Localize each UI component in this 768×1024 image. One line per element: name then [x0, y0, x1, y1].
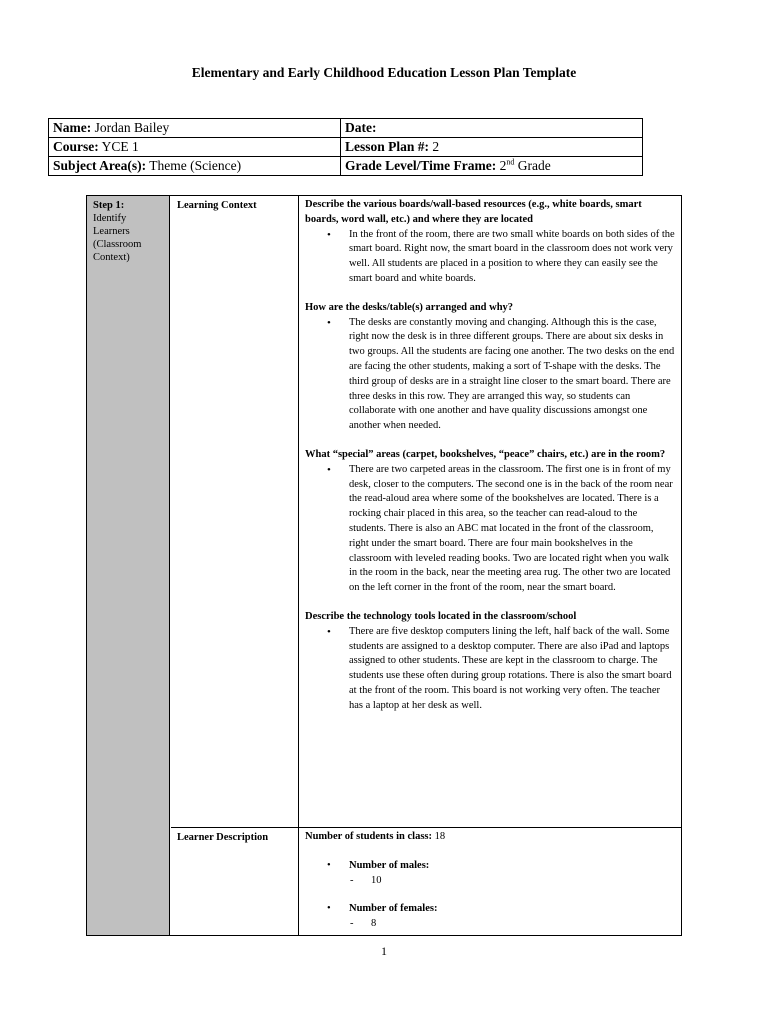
females-label: • Number of females: [305, 902, 675, 917]
name-label: Name: [53, 120, 92, 135]
info-row-name [49, 119, 643, 138]
students-value: 18 [434, 831, 446, 842]
grade-label: Grade Level/Time Frame: [345, 158, 497, 173]
grade-value-num: 2 [499, 158, 507, 173]
females-value: - 8 [305, 917, 675, 932]
answer-list-special-areas [305, 463, 675, 596]
lesson-plan-table [86, 195, 682, 936]
students-count [305, 830, 675, 845]
name-value: Jordan Bailey [94, 120, 170, 135]
lesson-label: Lesson Plan #: [345, 139, 430, 154]
subject-value: Theme (Science) [149, 158, 242, 173]
name-cell [49, 119, 341, 138]
learning-context-content [299, 196, 681, 827]
grade-value-text: Grade [517, 158, 551, 173]
answer-technology: • There are five desktop computers lining the left, half back of the wall. Some students are assigned to a desktop computer. There are also iPad and laptops assigned to other students. These are kept in the classroom to charge. The students use these often during group rotations. There is also the smart board at the front of the room. This board is not working very often. The teacher has a laptop at her desk as well. [305, 625, 675, 714]
grade-value-sup: nd [506, 157, 515, 167]
learner-description-label: Learner Description [171, 828, 299, 935]
question-desks: How are the desks/table(s) arranged and why? [305, 301, 514, 313]
page-number: 1 [381, 944, 387, 958]
date-label: Date: [345, 120, 377, 135]
info-row-subject [49, 157, 643, 176]
grade-cell [341, 157, 643, 176]
answer-desks: • The desks are constantly moving and changing. Although this is the case, right now the desk is in three different groups. There are about six desks in two groups. All the students are facing one another. The two desks on the end are facing the other students, making a sort of T-shape with the desks. The third group of desks are in a straight line closer to the smart board. There are three desks in this row. They are arranged this way, so students can collaborate with one another and have quality discussions amongst one another when needed. [305, 316, 675, 434]
answer-special-areas: • There are two carpeted areas in the classroom. The first one is in front of my desk, closer to the computers. The second one is in the back of the room near the read-aloud area where some of the bookshelves are located. There is a rocking chair placed in this area, so the teacher can read-aloud to the students. There is also an ABC mat located in the front of the classroom, right under the smart board. There are four main bookshelves in the classroom with leveled reading books. Two are located right when you walk in the room in the back, near the meeting area rug. The other two are located on the left corner in the front of the room, near the smart board. [305, 463, 675, 596]
lesson-cell [341, 138, 643, 157]
course-label: Course: [53, 139, 99, 154]
learning-context-label: Learning Context [171, 196, 299, 827]
answer-list-boards [305, 228, 675, 287]
learner-description-content [299, 828, 681, 935]
info-row-course [49, 138, 643, 157]
step-label: Step 1: [93, 200, 125, 211]
step-cell [87, 196, 170, 935]
answer-boards: • In the front of the room, there are two small white boards on both sides of the smart board. Right now, the smart board in the classroom does not work very well. All students are placed in a position to where they can easily see the smart board and white boards. [305, 228, 675, 287]
course-value: YCE 1 [101, 139, 139, 154]
question-special-areas: What “special” areas (carpet, bookshelves, “peace” chairs, etc.) are in the room? [305, 448, 666, 460]
question-technology: Describe the technology tools located in the classroom/school [305, 610, 577, 622]
subject-cell [49, 157, 341, 176]
answer-list-desks [305, 316, 675, 434]
lesson-value: 2 [432, 139, 440, 154]
answer-list-technology [305, 625, 675, 714]
header-info-table [48, 118, 643, 176]
males-label: • Number of males: [305, 859, 675, 874]
document-title: Elementary and Early Childhood Education Lesson Plan Template [191, 65, 577, 80]
males-value: - 10 [305, 874, 675, 889]
course-cell [49, 138, 341, 157]
date-cell [341, 119, 643, 138]
subject-label: Subject Area(s): [53, 158, 147, 173]
students-label: Number of students in class: [305, 831, 432, 842]
question-boards: Describe the various boards/wall-based resources (e.g., white boards, smart boards, word wall, etc.) and where they are located [305, 199, 642, 225]
step-description: Identify Learners (Classroom Context) [93, 213, 142, 263]
